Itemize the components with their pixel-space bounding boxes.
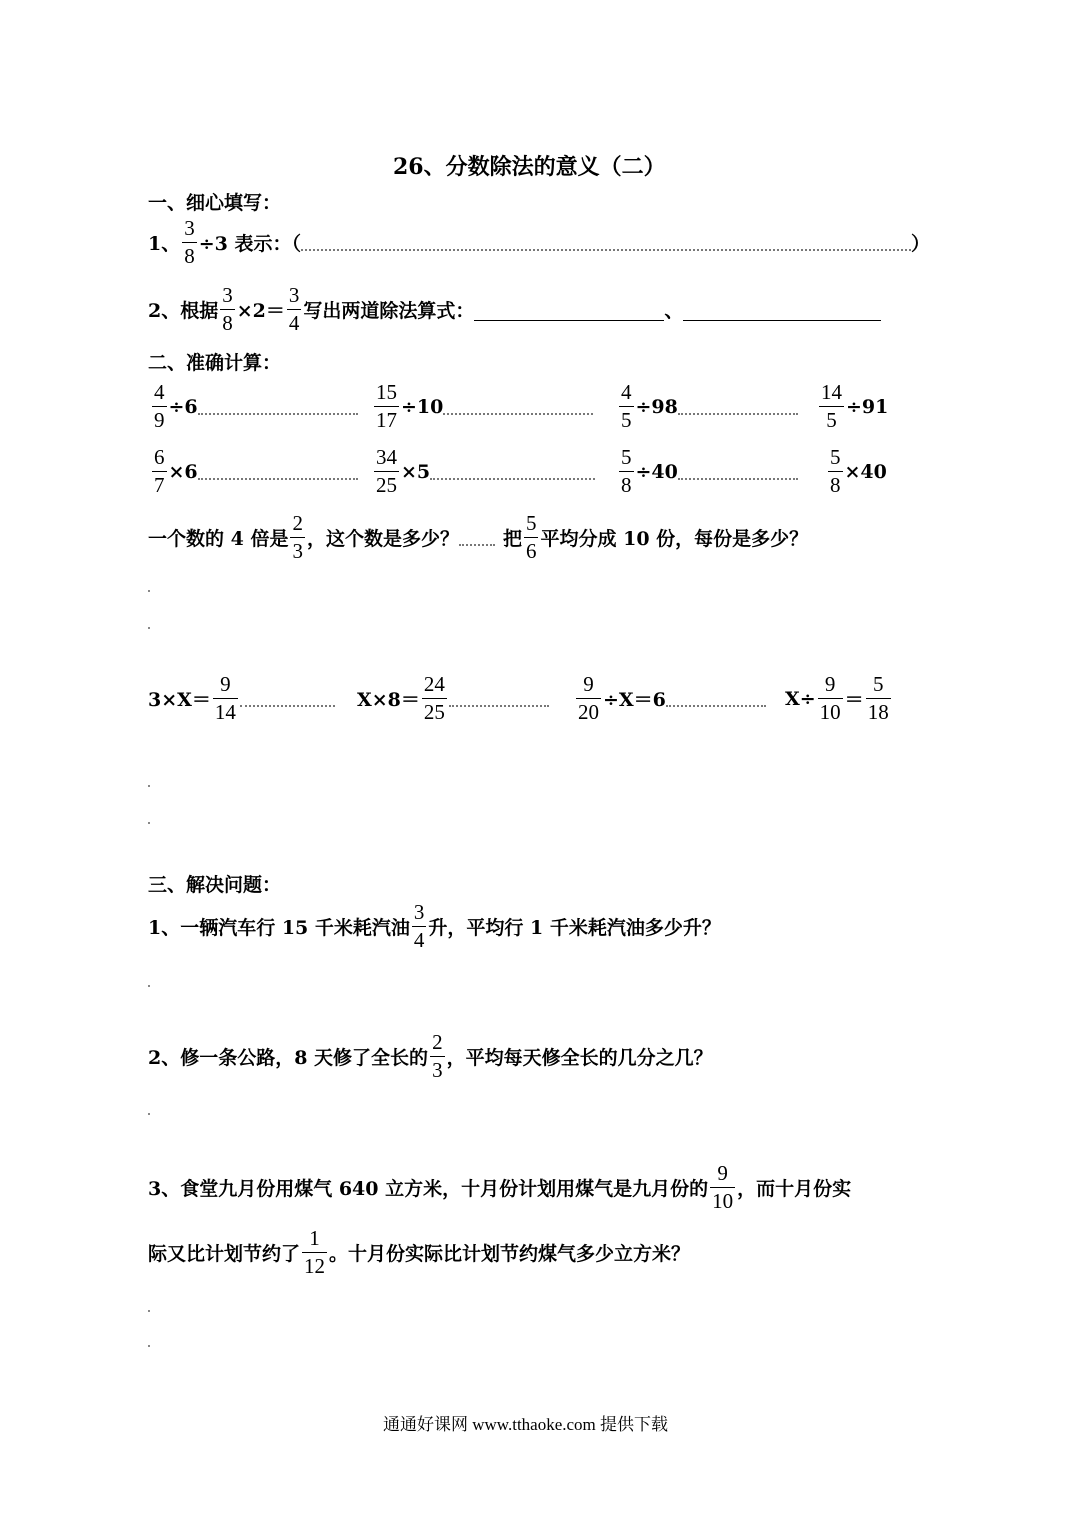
eq2-fraction: $\frac{24}{25}$ — [423, 672, 445, 724]
word2-text-a: 把 — [502, 528, 522, 550]
calc-1-2-leader — [443, 413, 593, 415]
calc-2-1-leader — [198, 478, 358, 480]
faint-mark — [148, 1345, 150, 1347]
eq2-leader — [449, 705, 549, 707]
footer-source: 通通好课网 www.tthaoke.com 提供下载 — [383, 1415, 669, 1434]
section2-heading: 二、准确计算： — [148, 352, 282, 374]
eq1-fraction: $\frac{9}{14}$ — [214, 672, 236, 724]
p3-fraction-1: $\frac{9}{10}$ — [712, 1161, 734, 1213]
faint-mark — [148, 822, 150, 824]
calc-2-4 — [826, 447, 887, 496]
calc-2-1 — [150, 447, 358, 496]
calc-2-3-op: ÷40 — [635, 460, 678, 483]
equation-4 — [785, 674, 893, 723]
word2-text-b: 平均分成 10 份，每份是多少？ — [540, 528, 809, 550]
faint-mark — [148, 785, 150, 787]
q2-answer-blank-2[interactable] — [683, 320, 881, 321]
eq4-mid: ＝ — [844, 689, 864, 711]
calc-2-4-fraction: $\frac{5}{8}$ — [830, 445, 841, 497]
section3-heading: 三、解决问题： — [148, 874, 282, 896]
word-problem-1 — [148, 513, 808, 562]
p3-text-d: 。十月份实际比计划节约煤气多少立方米？ — [329, 1243, 691, 1265]
p2-text-b: ，平均每天修全长的几分之几？ — [446, 1047, 713, 1069]
calc-1-1-leader — [198, 413, 358, 415]
p2-fraction: $\frac{2}{3}$ — [432, 1030, 443, 1082]
q2-text: 写出两道除法算式： — [303, 300, 475, 322]
calc-2-2-op: ×5 — [401, 460, 431, 483]
page-title: 26、分数除法的意义（二） — [393, 154, 666, 180]
problem-2 — [148, 1032, 713, 1081]
eq1-pre: 3×X＝ — [148, 689, 211, 711]
calc-1-3-fraction: $\frac{4}{5}$ — [621, 380, 632, 432]
question-2 — [148, 285, 881, 334]
eq3-post: ÷X＝6 — [603, 689, 666, 711]
q1-text: ÷3 表示：（ — [198, 233, 301, 255]
p3-text-c: 际又比计划节约了 — [148, 1243, 301, 1265]
question-1 — [148, 218, 930, 267]
faint-mark — [148, 627, 150, 629]
p2-text-a: 2、修一条公路，8 天修了全长的 — [148, 1047, 429, 1069]
calc-1-1-fraction: $\frac{4}{9}$ — [154, 380, 165, 432]
q1-close: ） — [911, 233, 931, 255]
calc-2-2-fraction: $\frac{34}{25}$ — [376, 445, 397, 497]
calc-2-4-op: ×40 — [844, 460, 887, 483]
equation-2 — [357, 674, 549, 723]
calc-2-3-leader — [678, 478, 798, 480]
p3-text-b: ，而十月份实 — [737, 1178, 852, 1200]
eq4-pre: X÷ — [785, 687, 816, 710]
faint-mark — [148, 1310, 150, 1312]
word1-leader — [459, 544, 495, 546]
q2-fraction-2: $\frac{3}{4}$ — [288, 283, 300, 335]
calc-1-4 — [817, 382, 888, 431]
q2-fraction-1: $\frac{3}{8}$ — [222, 283, 233, 335]
calc-2-3-fraction: $\frac{5}{8}$ — [621, 445, 632, 497]
calc-2-2-leader — [430, 478, 595, 480]
calc-2-3 — [617, 447, 798, 496]
faint-mark — [148, 590, 150, 592]
calc-2-1-op: ×6 — [168, 460, 198, 483]
p1-text-a: 1、一辆汽车行 15 千米耗汽油 — [148, 917, 410, 939]
word1-text-b: ，这个数是多少？ — [306, 528, 459, 550]
eq3-leader — [666, 705, 766, 707]
equation-1 — [148, 674, 335, 723]
eq1-leader — [240, 705, 335, 707]
calc-1-2-op: ÷10 — [401, 395, 444, 418]
calc-1-4-fraction: $\frac{14}{5}$ — [821, 380, 842, 432]
faint-mark — [148, 1113, 150, 1115]
calc-1-2 — [372, 382, 593, 431]
problem-1 — [148, 902, 721, 951]
eq4-fraction-1: $\frac{9}{10}$ — [819, 672, 841, 724]
calc-1-1 — [150, 382, 358, 431]
calc-2-2 — [372, 447, 595, 496]
q2-prefix: 2、根据 — [148, 300, 219, 322]
calc-2-1-fraction: $\frac{6}{7}$ — [154, 445, 165, 497]
q2-mid: ×2＝ — [236, 300, 285, 322]
problem-3-line-1 — [148, 1163, 851, 1212]
q2-separator: 、 — [664, 300, 684, 322]
calc-1-3-op: ÷98 — [635, 395, 678, 418]
word1-text-a: 一个数的 4 倍是 — [148, 528, 289, 550]
calc-1-2-fraction: $\frac{15}{17}$ — [376, 380, 397, 432]
problem-3-line-2 — [148, 1228, 690, 1277]
calc-1-4-op: ÷91 — [846, 395, 889, 418]
q2-answer-blank-1[interactable] — [474, 320, 664, 321]
calc-1-1-op: ÷6 — [168, 395, 198, 418]
p3-fraction-2: $\frac{1}{12}$ — [304, 1226, 326, 1278]
p1-fraction: $\frac{3}{4}$ — [413, 900, 425, 952]
q1-prefix: 1、 — [148, 233, 181, 255]
p1-text-b: 升，平均行 1 千米耗汽油多少升？ — [428, 917, 721, 939]
p3-text-a: 3、食堂九月份用煤气 640 立方米，十月份计划用煤气是九月份的 — [148, 1178, 709, 1200]
word1-fraction: $\frac{2}{3}$ — [292, 511, 303, 563]
faint-mark — [148, 985, 150, 987]
eq4-fraction-2: $\frac{5}{18}$ — [867, 672, 889, 724]
calc-1-3-leader — [678, 413, 798, 415]
eq2-pre: X×8＝ — [357, 689, 420, 711]
eq3-fraction: $\frac{9}{20}$ — [578, 672, 599, 724]
q1-answer-blank[interactable] — [301, 249, 911, 251]
calc-1-3 — [617, 382, 798, 431]
section1-heading: 一、细心填写： — [148, 192, 282, 214]
word2-fraction: $\frac{5}{6}$ — [525, 511, 537, 563]
equation-3 — [574, 674, 766, 723]
q1-fraction: $\frac{3}{8}$ — [184, 216, 195, 268]
